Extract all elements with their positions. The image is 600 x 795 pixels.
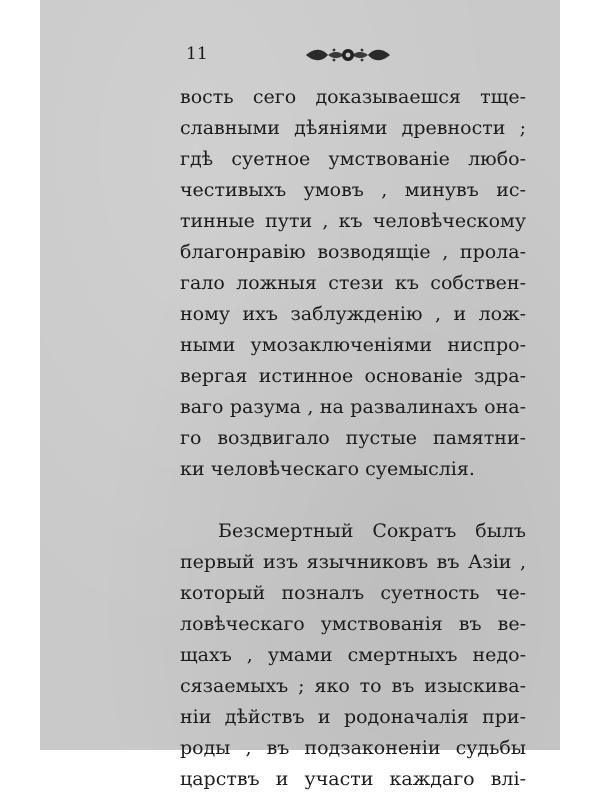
text-line: тинные пути , къ человѣческому	[180, 210, 526, 232]
paragraph-1	[180, 82, 526, 485]
text-line: честивыхъ умовъ , минувъ ис-	[180, 179, 526, 201]
body-text	[180, 82, 526, 795]
text-line: гало ложныя стези къ собствен-	[180, 272, 526, 294]
text-line: вость сего доказываешся тще-	[180, 86, 526, 108]
text-line: сязаемыхъ ; яко то въ изыскива-	[180, 675, 526, 697]
text-line: славными дѣяніями древности ;	[180, 117, 526, 139]
text-line: гдѣ суетное умствованіе любо-	[180, 148, 526, 170]
paragraph-gap	[180, 485, 526, 516]
text-line: ному ихъ заблужденію , и лож-	[180, 303, 526, 325]
text-line: го воздвигало пустые памятни-	[180, 427, 526, 449]
text-line: вергая истинное основаніе здра-	[180, 365, 526, 387]
text-line: Безсмертный Сократъ былъ	[218, 520, 526, 542]
text-line: щахъ , умами смертныхъ недо-	[180, 644, 526, 666]
text-line: ловѣческаго умствованія въ ве-	[180, 613, 526, 635]
page-number: 11	[186, 44, 208, 64]
paragraph-2	[180, 516, 526, 795]
text-line: роды , въ подзаконеніи судьбы	[180, 737, 526, 759]
text-line: ваго разума , на развалинахъ она-	[180, 396, 526, 418]
ornament-icon	[304, 44, 392, 66]
book-page	[40, 0, 560, 790]
text-line: который позналъ суетность че-	[180, 582, 526, 604]
text-line: царствъ и участи каждаго влі-	[180, 768, 526, 790]
text-line: ніи дѣйствъ и родоначалія при-	[180, 706, 526, 728]
text-line: благонравію возводящіе , прола-	[180, 241, 526, 263]
text-line: первый изъ язычниковъ въ Азіи ,	[180, 551, 526, 573]
text-line: ки человѣческаго суемыслія.	[180, 458, 475, 480]
text-line: ными умозаключеніями ниспро-	[180, 334, 526, 356]
